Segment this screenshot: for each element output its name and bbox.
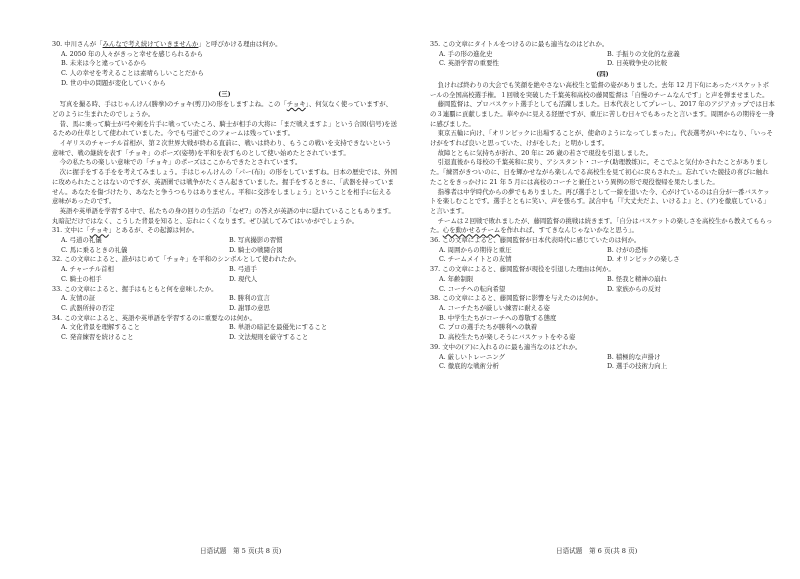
section-heading: (三) (218, 89, 231, 98)
right-column (430, 40, 775, 372)
question-32-options (52, 265, 397, 284)
passage-paragraph: 負ければ終わりの大会でも笑顔を絶やさない高校生と監督の姿がありました。去年 12 月下旬にあったバスケットボールの全国高校選手権。１回戦を突破した千葉英和高校の藤岡監督は「自慢のチームなんです」と声を弾ませました。 (430, 80, 770, 99)
question-36-stem: 36. この文章によると、藤岡監督が日本代表時代に感じていたのは何か。 (430, 236, 641, 245)
question-31-stem: 31. 文中に「チョキ」とあるが、その起源は何か。 (52, 226, 199, 235)
passage-paragraph: イギリスのチャーチル首相が、第２次世界大戦が終わる直前に、戦いは終わり、もうこの戦いを支持できないという意味で、戦の継続を表す「チョキ」のポーズ(姿勢)を平和を表すものとして使い始めたとされています。 (52, 139, 392, 157)
option: C. 騎士の相手 (61, 274, 102, 283)
option: C. チームメイトとの友情 (439, 255, 512, 264)
left-column (52, 40, 397, 343)
option: A. 友情の証 (61, 294, 96, 303)
question-38-stem: 38. この文章によると、藤岡監督に影響を与えたのは何か。 (430, 294, 602, 303)
option: C. 英語学習の重要性 (439, 59, 499, 68)
question-39-options (430, 353, 775, 372)
section-heading: (四) (596, 70, 609, 79)
option: B. けがの恐怖 (607, 245, 648, 254)
option: B. 弓道手 (229, 265, 257, 274)
question-33-stem: 33. この文章によると、握手はもともと何を意味したか。 (52, 284, 218, 293)
option: A. 2050 年の人々がきっと幸せを感じられるから (61, 49, 204, 58)
option: B. 写真撮影の習慣 (229, 236, 283, 245)
option: A. チャーチル首相 (61, 265, 114, 274)
question-38-options (430, 304, 775, 343)
option: D. 家族からの反対 (607, 284, 661, 293)
passage-paragraph: 写真を撮る時、手はじゃんけん(勝拳)のチョキ(剪刀)の形をしますよね。この「チョキ」、何気なく使っていますが、どのように生まれたのでしょうか。 (52, 100, 392, 118)
question-36-options (430, 246, 775, 265)
option: B. 未来は今と違っているから (61, 59, 147, 68)
option: A. 周囲からの期待と重圧 (439, 245, 512, 254)
question-30-stem: 30. 中川さんが「みんなで考え続けていきませんか」と呼びかける理由は何か。 (52, 40, 282, 48)
passage-paragraph: 藤岡監督は、プロバスケット選手としても活躍しました。日本代表としてプレーし、2017 年のアジアカップでは日本の３連覇に貢献しました。華やかに見える経歴ですが、重圧に苦しむ日々でもあったと言います。周囲からの期待を一身に感びました。 (430, 100, 775, 128)
option: A. 厳しいトレーニング (439, 352, 506, 361)
question-30-options (52, 50, 397, 89)
option: D. 世の中の問題が変化していくから (61, 78, 166, 87)
option: C. 徹底的な戦術分析 (439, 362, 499, 371)
question-35-options (430, 50, 775, 69)
question-37-options (430, 275, 775, 294)
option: B. 積極的な声掛け (607, 352, 661, 361)
passage-paragraph: 次に握手をする手をを考えてみましょう。手はじゃんけんの「パー(布)」の形をしていますね。日本の歴史では、外国に攻められたことはないのですが、英語圏では戦争がたくさん起きていました。握手をするときに、「武器を持っていません。あなたを傷づけたり、あなたと争うつもりはありません。平和に交渉をしましょう」ということを相手に伝える意味があったのです。 (52, 168, 397, 206)
page-footer-right: 日语试题 第 6 页(共 8 页) (556, 547, 638, 555)
passage-paragraph: 昔、馬に乗って騎士が弓や剣を片手に戦っていたころ、騎士が相手の大将に「まだ戦えますよ」という合図(信号)を送るための仕草として使われていました。今でも弓道でこのフォームは残っています。 (52, 119, 397, 138)
option: A. コーチたちが厳しい練習に耐える姿 (439, 303, 550, 312)
question-34-stem: 34. この文章によると、英語や英単語を学習するのに重要なのは何か。 (52, 313, 256, 322)
question-39-stem: 39. 文中の(ア)に入れるのに最も適当なのはどれか。 (430, 342, 582, 351)
option: B. 怪我と精神の崩れ (607, 274, 667, 283)
passage-paragraph: 故障とともに気持ちが折れ、20 年に 26 歳の若さで現役を引退しました。 (437, 148, 653, 157)
option: C. コーチへの転向希望 (439, 284, 506, 293)
option: D. 謝罪の意思 (229, 303, 270, 312)
option: D. 選手の技術力向上 (607, 362, 668, 371)
option: D. 日英戦争史の比較 (607, 59, 668, 68)
option: D. 高校生たちが楽しそうにバスケットをやる姿 (439, 333, 576, 342)
passage-paragraph: チームは２回戦で敗れましたが、藤岡監督の挑戦は続きます。「自分はバスケットの楽しさを高校生から教えてもらった。心を動かせるチームを作れれば、すてきなんじゃないかなと思う」。 (430, 216, 773, 235)
question-33-options (52, 294, 397, 313)
question-37-stem: 37. この文章によると、藤岡監督が現役を引退した理由は何か。 (430, 265, 615, 274)
option: C. プロの選手たちが勝利への執着 (439, 323, 538, 332)
option: B. 手振りの文化的な意義 (607, 49, 680, 58)
question-32-stem: 32. この文章によると、誰がはじめて「チョキ」を平和のシンボルとして使われたか。 (52, 255, 301, 264)
option: C. 人の幸せを考えることは素晴らしいことだから (61, 69, 204, 78)
option: B. 単語の暗記を最優先にすること (229, 323, 328, 332)
page-footer-left: 日语试题 第 5 页(共 8 页) (200, 547, 282, 555)
passage-paragraph: 今の私たちの楽しい意味での「チョキ」のポーズはここからできたとされています。 (59, 158, 302, 167)
option: C. 発音練習を続けること (61, 333, 134, 342)
option: D. オリンピックの楽しさ (607, 255, 680, 264)
option: D. 騎士の戦闘合図 (229, 245, 283, 254)
passage-paragraph: 引退直後から母校の千葉英和に戻り、アシスタント・コーチ(助理教练)に。そこでふと気付かされたことがありました。「練習がきついのに、日を輝かせながら楽しんでる高校生を見て初心に戻らされた」。忘れていた競技の喜びに触れたことをきっかけに 21 年 5 月には高校のコーチと兼任という異例の形で現役復帰を果たしました。 (430, 158, 769, 186)
passage-paragraph: 指導者は中学時代からの夢でもありました。再び選手として一線を退いた今、心がけているのは自分が一番バスケットを楽しむことです。選手とともに笑い、声を張らす。試合中も「『大丈夫だよ、いけるよ』と、(ア)を徹底している」と言います。 (430, 187, 770, 215)
option: A. 年齢制限 (439, 274, 474, 283)
option: A. 手の形の進化史 (439, 49, 493, 58)
question-31-options (52, 236, 397, 255)
passage-paragraph: 英語や英単語を学習する中で、私たちの身の回りの生活の「なぜ?」の答えが英語の中に隠れていることもあります。丸暗記だけではなく、こうした背景を知ると、忘れにくくなります。ぜひ試してみてはいかがでしょうか。 (52, 206, 395, 225)
option: C. 武器所持の否定 (61, 303, 115, 312)
question-34-options (52, 323, 397, 342)
question-35-stem: 35. この文章にタイトルをつけるのに最も適当なのはどれか。 (430, 40, 609, 48)
option: C. 馬に乗るときの礼儀 (61, 245, 128, 254)
option: B. 中学生たちがコーチへの尊敬する態度 (439, 313, 557, 322)
option: D. 現代人 (229, 274, 258, 283)
option: B. 勝利の宣言 (229, 294, 270, 303)
option: A. 文化背景を理解すること (61, 323, 140, 332)
passage-paragraph: 東京五輪に向け、「オリンピックに出場することが、使命のようになってしまった」。代表選考がいやになり、「いっそけがをすれば良いと思っていた、けがをした」と明かします。 (430, 129, 773, 148)
option: A. 弓道の礼儀 (61, 236, 102, 245)
option: D. 文法規則を厳守すること (229, 333, 309, 342)
